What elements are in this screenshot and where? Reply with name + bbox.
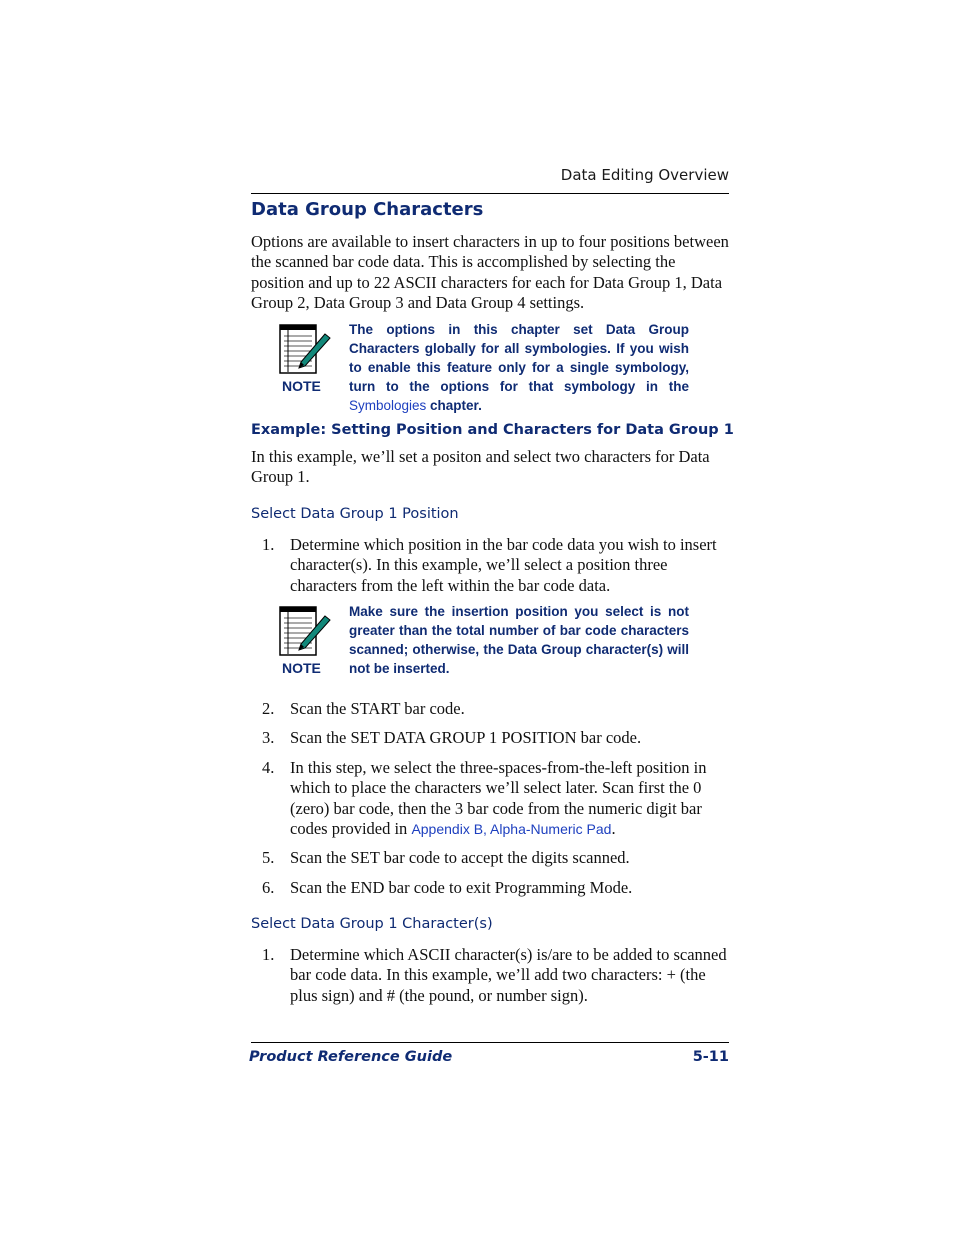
- step-number: 4.: [262, 758, 275, 777]
- footer-title: Product Reference Guide: [249, 1049, 453, 1065]
- step-text: Scan the SET DATA GROUP 1 POSITION bar code.: [290, 728, 642, 747]
- character-heading: Select Data Group 1 Character(s): [251, 916, 493, 932]
- note-text-2: Make sure the insertion position you select is not greater than the total number of bar code characters scanned; otherwise, the Data Group character(s) will not be inserted.: [349, 604, 689, 676]
- note-block-2: [277, 604, 337, 680]
- note-text-1: The options in this chapter set Data Group Characters globally for all symbologies. If you wish to enable this feature only for a single symbology, turn to the options for that symbology in the Symbologies chapter.: [349, 322, 689, 413]
- step-text: Scan the END bar code to exit Programming Mode.: [290, 878, 633, 897]
- step-text: In this step, we select the three-spaces-from-the-left position in which to place the characters we’ll select later. Scan first the 0 (zero) bar code, then the 3 bar code from the numeric digit bar codes provided in Appendix B, Alpha-Numeric Pad.: [290, 758, 707, 838]
- step-number: 6.: [262, 878, 275, 897]
- note-label: NOTE: [282, 378, 321, 394]
- symbologies-link[interactable]: Symbologies: [349, 398, 427, 413]
- step-text: Determine which ASCII character(s) is/are to be added to scanned bar code data. In this example, we’ll add two characters: + (the plus sign) and # (the pound, or number sign).: [290, 945, 727, 1005]
- intro-paragraph: Options are available to insert characters in up to four positions between the scanned bar code data. This is accomplished by selecting the position and up to 22 ASCII characters for each for Data Group 1, Data Group 2, Data Group 3 and Data Group 4 settings.: [251, 232, 729, 312]
- step-number: 1.: [262, 535, 275, 554]
- position-heading: Select Data Group 1 Position: [251, 506, 459, 522]
- header-rule: [251, 193, 729, 194]
- step-text: Scan the START bar code.: [290, 699, 465, 718]
- footer-rule: [251, 1042, 729, 1043]
- section-heading: Data Group Characters: [251, 199, 484, 220]
- note-block-1: [277, 322, 337, 398]
- notepad-pen-icon: [277, 322, 337, 398]
- step-text: Scan the SET bar code to accept the digits scanned.: [290, 848, 630, 867]
- example-intro: In this example, we’ll set a positon and select two characters for Data Group 1.: [251, 447, 710, 487]
- example-heading: Example: Setting Position and Characters for Data Group 1: [251, 422, 734, 438]
- note-label: NOTE: [282, 660, 321, 676]
- step-number: 1.: [262, 945, 275, 964]
- running-header: Data Editing Overview: [560, 166, 729, 184]
- step-number: 3.: [262, 728, 275, 747]
- step-number: 2.: [262, 699, 275, 718]
- step-text: Determine which position in the bar code data you wish to insert character(s). In this example, we’ll select a position three characters from the left within the bar code data.: [290, 535, 717, 595]
- step-number: 5.: [262, 848, 275, 867]
- notepad-pen-icon: [277, 604, 337, 680]
- appendix-b-link[interactable]: Appendix B, Alpha-Numeric Pad: [411, 820, 612, 837]
- page-number: 5-11: [692, 1049, 729, 1065]
